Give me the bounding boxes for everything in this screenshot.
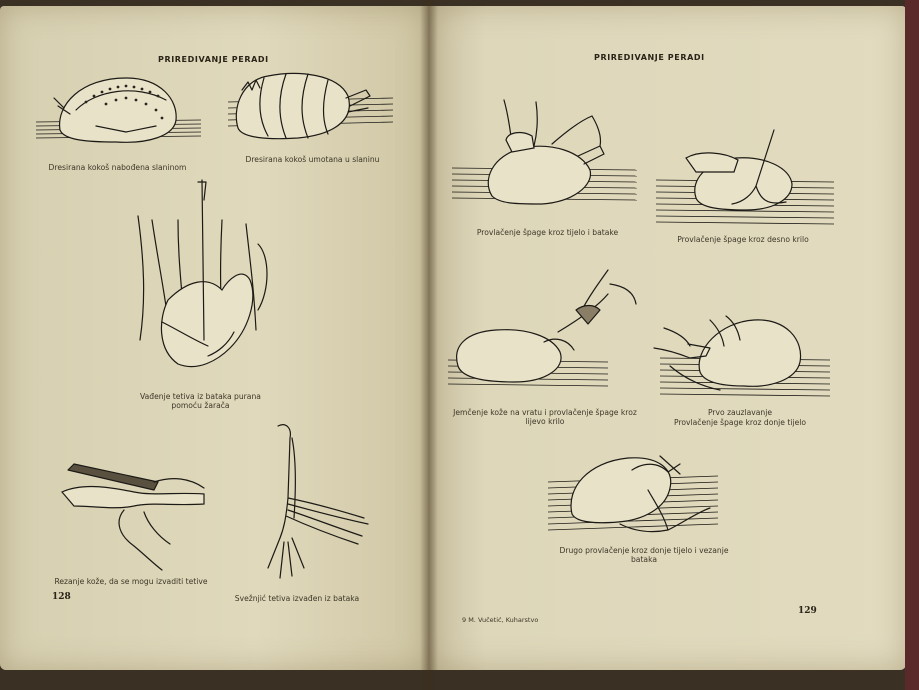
first-knot-illustration — [650, 306, 840, 406]
tendon-removal-illustration — [138, 180, 278, 380]
larded-chicken-illustration — [36, 70, 206, 150]
left-caption-5: Svežnjić tetiva izvađen iz bataka — [234, 594, 360, 603]
skin-cutting-illustration — [54, 462, 214, 572]
left-caption-2: Dresirana kokoš umotana u slaninu — [245, 155, 380, 164]
string-through-right-wing-illustration — [656, 128, 836, 228]
string-through-body-illustration — [452, 100, 642, 220]
book-spine — [905, 0, 919, 690]
left-caption-4: Rezanje kože, da se mogu izvaditi tetive — [54, 577, 208, 586]
right-page-number: 129 — [798, 606, 817, 616]
right-page-footer: 9 M. Vučetić, Kuharstvo — [462, 616, 539, 624]
left-page-header: PRIREDIVANJE PERADI — [158, 55, 269, 64]
tendon-bundle-illustration — [258, 418, 378, 588]
left-caption-1: Dresirana kokoš nabođena slaninom — [48, 163, 187, 172]
right-caption-1: Provlačenje špage kroz tijelo i batake — [476, 228, 619, 237]
right-page-header: PRIREDIVANJE PERADI — [594, 53, 705, 62]
right-caption-2: Provlačenje špage kroz desno krilo — [677, 235, 809, 244]
bacon-wrapped-chicken-illustration — [228, 68, 398, 148]
right-caption-5: Drugo provlačenje kroz donje tijelo i vezanje bataka — [559, 546, 729, 565]
left-caption-3: Vađenje tetiva iz bataka purana pomoću žarača — [140, 392, 261, 411]
neck-skin-pinning-illustration — [448, 270, 638, 400]
right-caption-4b: Provlačenje špage kroz donje tijelo — [674, 418, 806, 427]
right-caption-3: Jemčenje kože na vratu i provlačenje špage kroz lijevo krilo — [453, 408, 637, 427]
second-pass-tying-illustration — [548, 450, 738, 540]
left-page-number: 128 — [52, 592, 71, 602]
book-gutter — [420, 0, 438, 690]
right-caption-4a: Prvo zauzlavanje — [707, 408, 773, 417]
